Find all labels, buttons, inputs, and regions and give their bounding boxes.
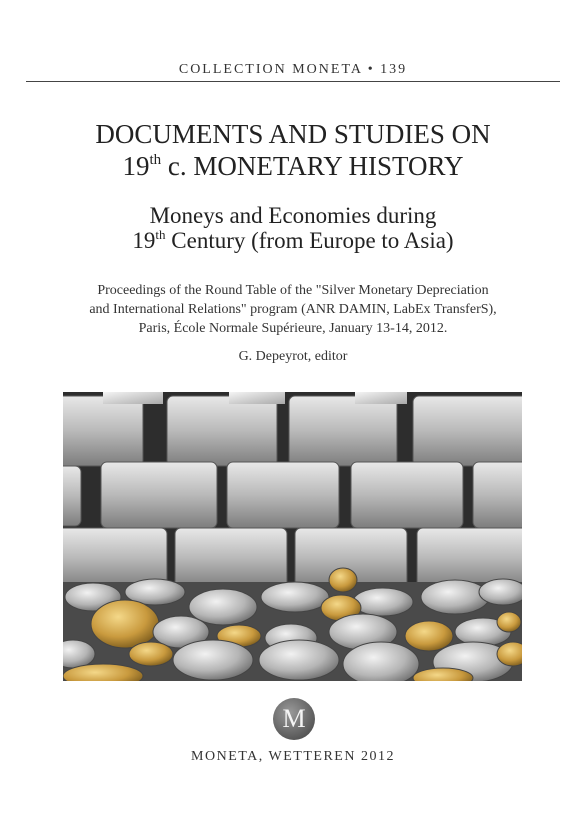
proceedings-text (0, 281, 586, 338)
book-subtitle (0, 203, 586, 253)
proceedings-line-2: and International Relations" program (ANR DAMIN, LabEx TransferS), (89, 302, 497, 317)
book-title (0, 118, 586, 182)
silver-bars-row-2 (63, 462, 522, 528)
publisher-imprint: MONETA, WETTEREN 2012 (191, 749, 395, 764)
subtitle-century-number: 19 (132, 228, 156, 253)
subtitle-line-2-rest: Century (from Europe to Asia) (165, 228, 454, 253)
publisher-logo: M (273, 698, 315, 740)
header-divider (26, 81, 560, 82)
proceedings-line-1: Proceedings of the Round Table of the "Silver Monetary Depreciation (97, 283, 489, 298)
title-line-2-rest: c. MONETARY HISTORY (161, 151, 464, 181)
cover-photo-silver-bars-and-coins (63, 392, 522, 681)
editor-credit: G. Depeyrot, editor (238, 349, 348, 364)
title-century-suffix: th (149, 152, 162, 168)
proceedings-line-3: Paris, École Normale Supérieure, January 13-14, 2012. (138, 321, 448, 336)
book-title-line-2 (0, 150, 586, 182)
book-subtitle-line-2 (0, 228, 586, 253)
silver-bars-row-1 (63, 392, 522, 466)
book-title-line-1: DOCUMENTS AND STUDIES ON (95, 119, 491, 149)
coin-pile (63, 568, 522, 681)
subtitle-century-suffix: th (155, 227, 166, 242)
book-subtitle-line-1: Moneys and Economies during (149, 203, 437, 228)
title-century-number: 19 (122, 151, 150, 181)
series-label: COLLECTION MONETA • 139 (178, 62, 408, 77)
